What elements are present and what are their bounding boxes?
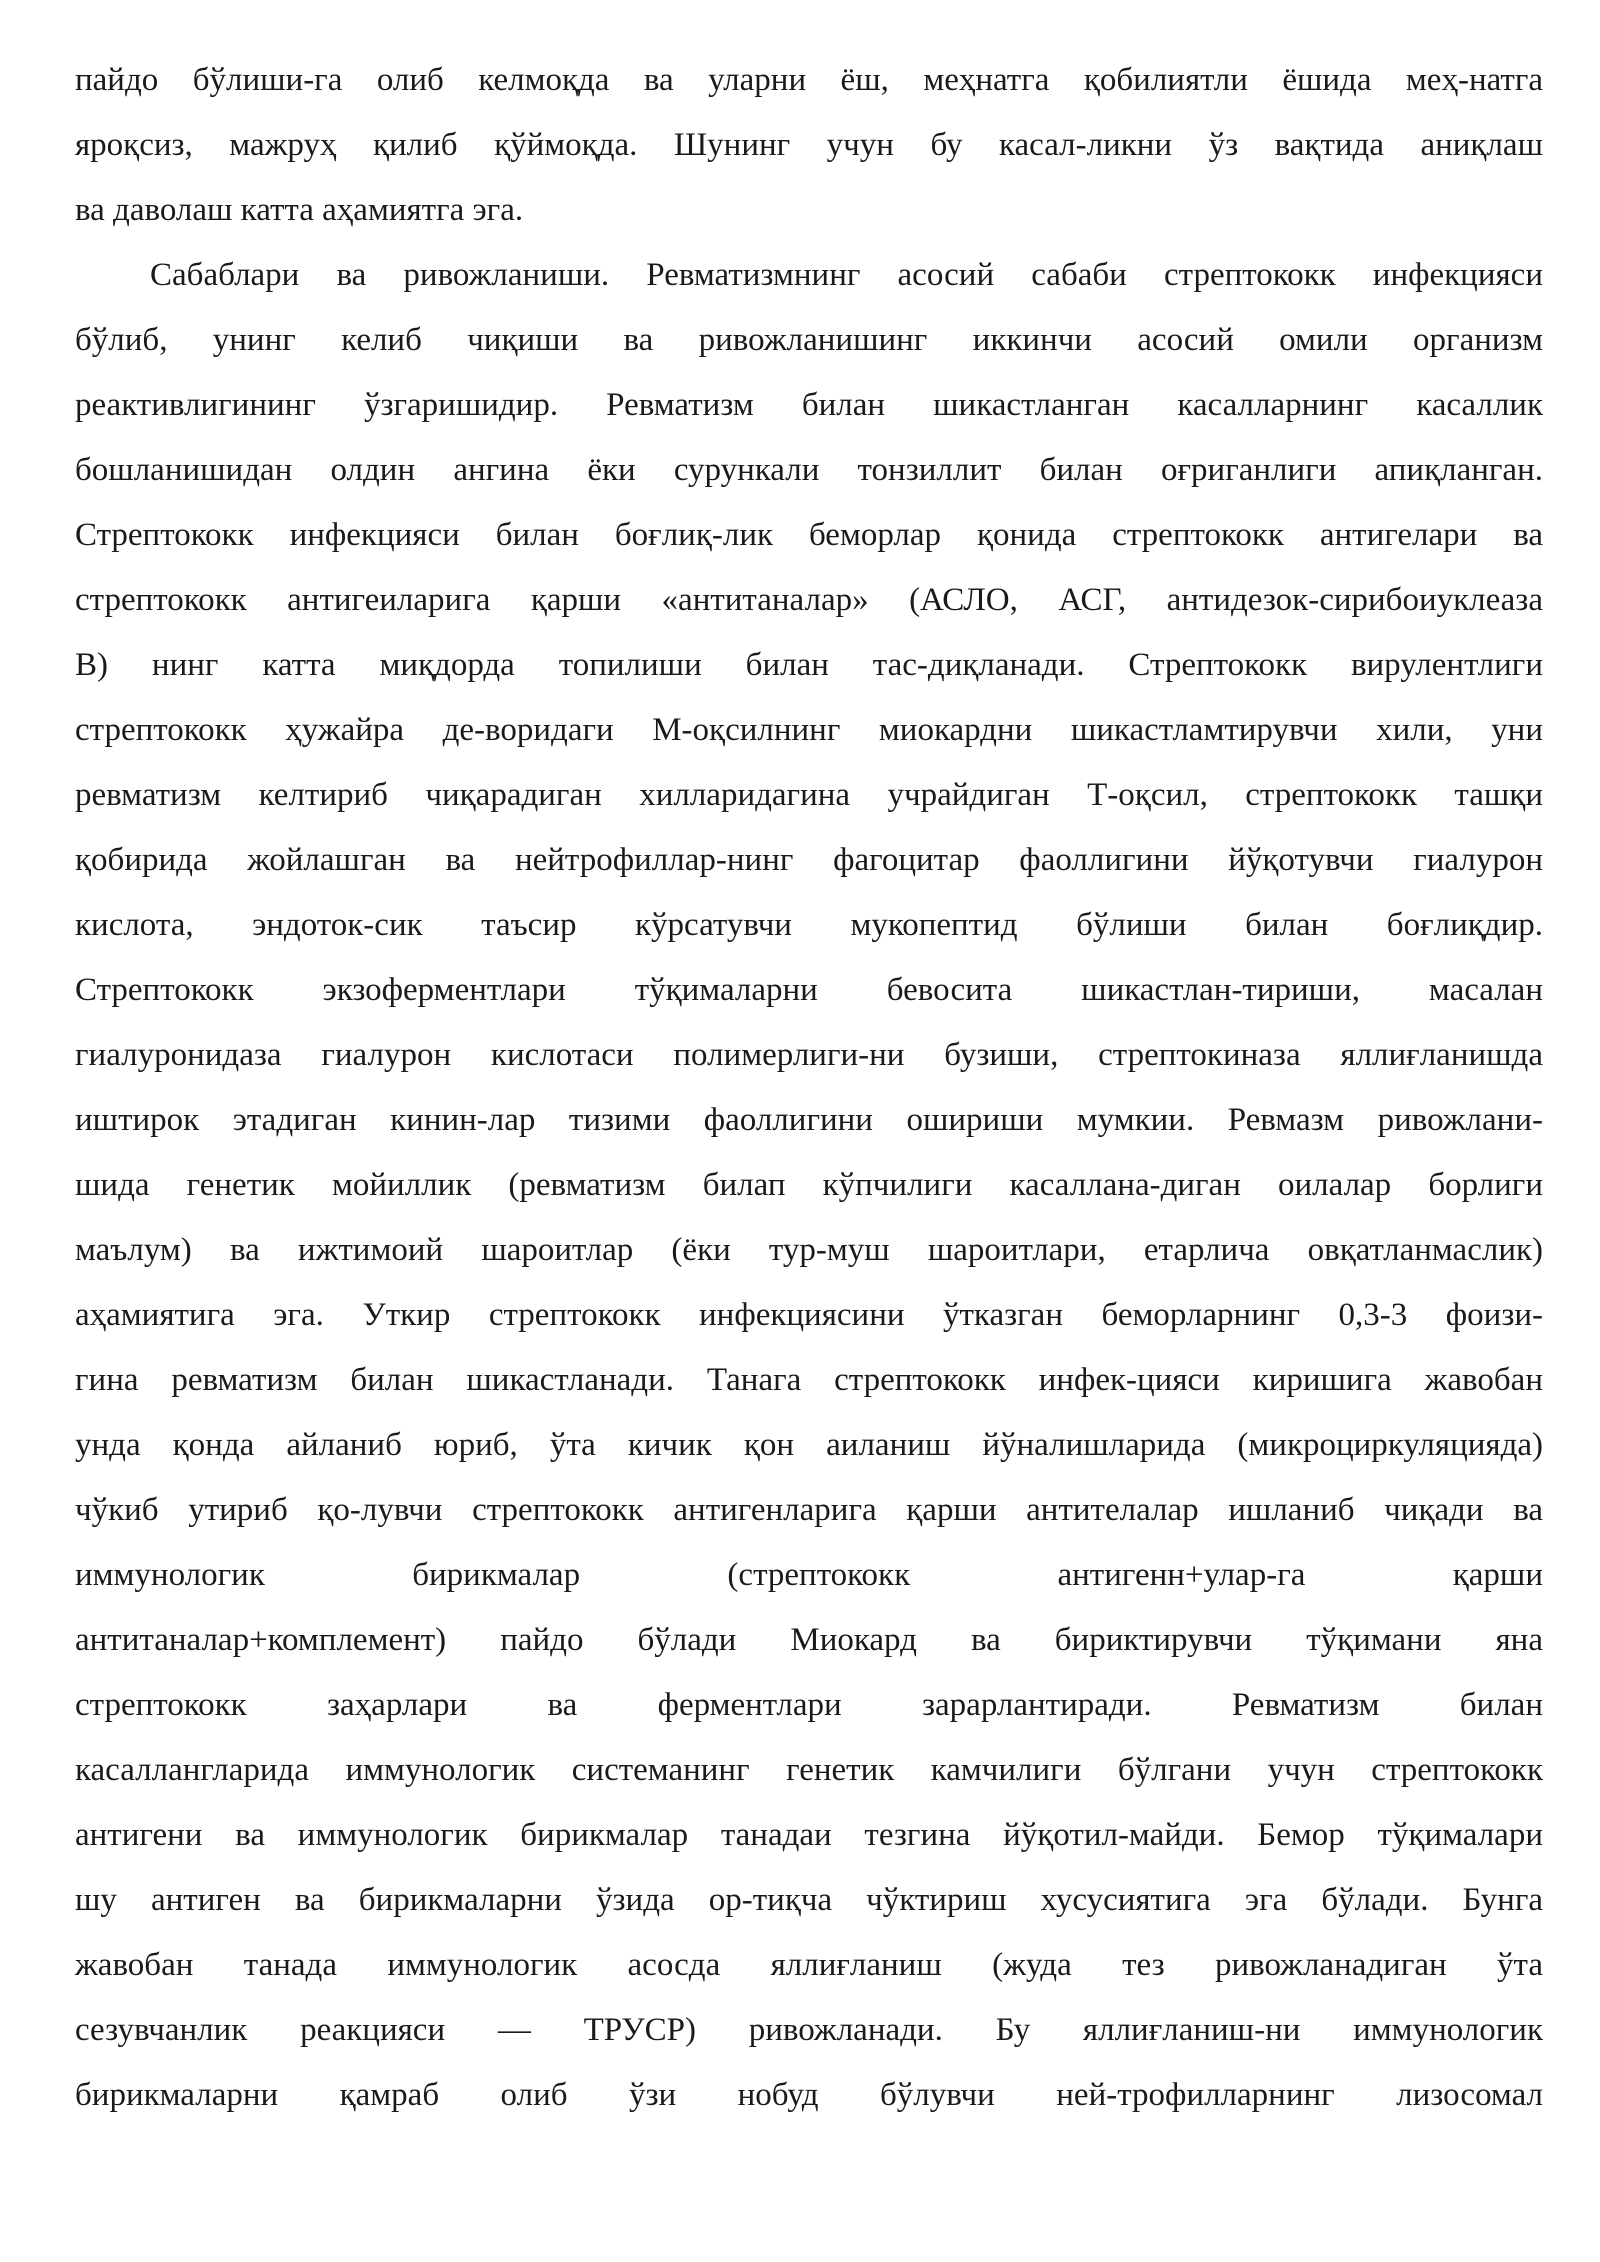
text-line: ревматизм келтириб чиқарадиган хилларидагина учрайдиган Т-оқсил, стрептококк ташқи	[75, 777, 1543, 813]
text-line: бошланишидан олдин ангина ёки сурункали тонзиллит билан оғриганлиги апиқланган.	[75, 452, 1543, 488]
text-line: кислота, эндоток-сик таъсир кўрсатувчи мукопептид бўлиши билан боғлиқдир.	[75, 907, 1543, 943]
text-line: стрептококк ҳужайра де-воридаги М-оқсилнинг миокардни шикастламтирувчи хили, уни	[75, 712, 1543, 748]
text-line: стрептококк заҳарлари ва ферментлари зарарлантиради. Ревматизм билан	[75, 1687, 1543, 1723]
text-line: иштирок этадиган кинин-лар тизими фаоллигини ошириши мумкии. Ревмазм ривожлани-	[75, 1102, 1543, 1138]
text-line: В) нинг катта миқдорда топилиши билан тас-диқланади. Стрептококк вирулентлиги	[75, 647, 1543, 683]
text-line: чўкиб утириб қо-лувчи стрептококк антигенларига қарши антителалар ишланиб чиқади ва	[75, 1492, 1543, 1528]
text-line: гиалуронидаза гиалурон кислотаси полимерлиги-ни бузиши, стрептокиназа яллиғланишда	[75, 1037, 1543, 1073]
text-line: касаллангларида иммунологик системанинг генетик камчилиги бўлгани учун стрептококк	[75, 1752, 1543, 1788]
text-line: жавобан танада иммунологик асосда яллиғланиш (жуда тез ривожланадиган ўта	[75, 1947, 1543, 1983]
text-line: реактивлигининг ўзгаришидир. Ревматизм билан шикастланган касалларнинг касаллик	[75, 387, 1543, 423]
text-line: Стрептококк экзоферментлари тўқималарни бевосита шикастлан-тириши, масалан	[75, 972, 1543, 1008]
text-line: пайдо бўлиши-га олиб келмоқда ва уларни ёш, меҳнатга қобилиятли ёшида меҳ-натга	[75, 62, 1543, 98]
text-line: бўлиб, унинг келиб чиқиши ва ривожланишинг иккинчи асосий омили организм	[75, 322, 1543, 358]
text-line: Сабаблари ва ривожланиши. Ревматизмнинг асосий сабаби стрептококк инфекцияси	[150, 257, 1543, 293]
text-line: унда қонда айланиб юриб, ўта кичик қон аиланиш йўналишларида (микроциркуляцияда)	[75, 1427, 1543, 1463]
text-line: маълум) ва ижтимоий шароитлар (ёки тур-муш шароитлари, етарлича овқатланмаслик)	[75, 1232, 1543, 1268]
document-page	[75, 48, 1543, 2128]
text-line: қобирида жойлашган ва нейтрофиллар-нинг фагоцитар фаоллигини йўқотувчи гиалурон	[75, 842, 1543, 878]
text-line: шу антиген ва бирикмаларни ўзида ор-тиқча чўктириш хусусиятига эга бўлади. Бунга	[75, 1882, 1543, 1918]
text-line: гина ревматизм билан шикастланади. Танага стрептококк инфек-цияси киришига жавобан	[75, 1362, 1543, 1398]
text-line: стрептококк антигеиларига қарши «антитаналар» (АСЛО, АСГ, антидезок-сирибоиуклеаза	[75, 582, 1543, 618]
text-line: антитаналар+комплемент) пайдо бўлади Миокард ва бириктирувчи тўқимани яна	[75, 1622, 1543, 1658]
text-line: антигени ва иммунологик бирикмалар танадаи тезгина йўқотил-майди. Бемор тўқималари	[75, 1817, 1543, 1853]
text-line: бирикмаларни қамраб олиб ўзи нобуд бўлувчи ней-трофилларнинг лизосомал	[75, 2077, 1543, 2113]
text-line: аҳамиятига эга. Уткир стрептококк инфекциясини ўтказган беморларнинг 0,3-3 фоизи-	[75, 1297, 1543, 1333]
text-line: иммунологик бирикмалар (стрептококк антигенн+улар-га қарши	[75, 1557, 1543, 1593]
text-line: яроқсиз, мажруҳ қилиб қўймоқда. Шунинг учун бу касал-ликни ўз вақтида аниқлаш	[75, 127, 1543, 163]
text-line: сезувчанлик реакцияси — ТРУСР) ривожланади. Бу яллиғланиш-ни иммунологик	[75, 2012, 1543, 2048]
paragraph-causes	[75, 243, 1543, 2128]
text-line: шида генетик мойиллик (ревматизм билап кўпчилиги касаллана-диган оилалар борлиги	[75, 1167, 1543, 1203]
text-line: ва даволаш катта аҳамиятга эга.	[75, 192, 524, 228]
paragraph-intro	[75, 48, 1543, 243]
text-line: Стрептококк инфекцияси билан боғлиқ-лик беморлар қонида стрептококк антигелари ва	[75, 517, 1543, 553]
